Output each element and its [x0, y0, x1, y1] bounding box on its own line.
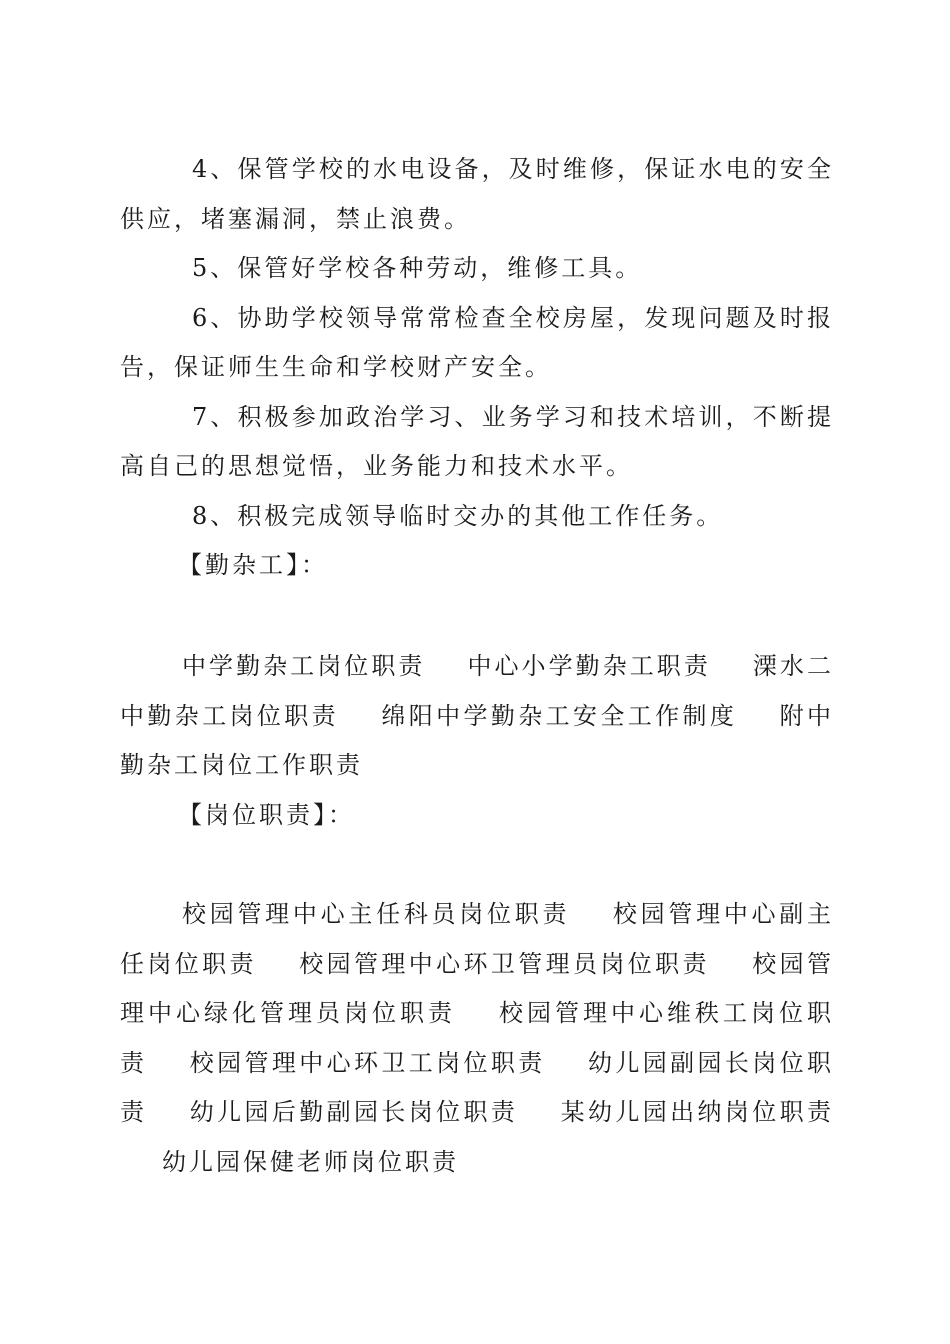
related-link[interactable]: 附中勤杂工岗位工作职责: [120, 701, 834, 779]
related-link[interactable]: 中心小学勤杂工职责: [467, 652, 711, 680]
duty-item-4: 4、保管学校的水电设备，及时维修，保证水电的安全供应，堵塞漏洞，禁止浪费。: [120, 155, 834, 233]
related-link[interactable]: 某幼儿园出纳岗位职责: [560, 1098, 834, 1126]
related-link[interactable]: 校园管理中心主任科员岗位职责: [182, 900, 571, 928]
related-link[interactable]: 校园管理中心绿化管理员岗位职责: [120, 949, 834, 1027]
duty-item-8: 8、积极完成领导临时交办的其他工作任务。: [192, 501, 724, 530]
related-link[interactable]: 校园管理中心环卫工岗位职责: [189, 1048, 546, 1077]
qinzagong-links: [120, 642, 834, 840]
related-links-paragraph: [120, 890, 834, 1187]
duty-item-5: 5、保管好学校各种劳动，维修工具。: [192, 254, 643, 282]
related-link[interactable]: 幼儿园后勤副园长岗位职责: [189, 1098, 519, 1126]
related-link[interactable]: 中学勤杂工岗位职责: [182, 652, 426, 680]
related-link[interactable]: 绵阳中学勤杂工安全工作制度: [381, 701, 738, 730]
related-links-paragraph: [120, 642, 834, 791]
duties-list: [120, 145, 834, 591]
related-link[interactable]: 校园管理中心环卫管理员岗位职责: [298, 949, 710, 978]
related-link[interactable]: 校园管理中心维秩工岗位职责: [120, 999, 834, 1077]
section-heading-qinzagong: 【勤杂工】：: [178, 551, 328, 579]
related-link[interactable]: 校园管理中心副主任岗位职责: [120, 900, 835, 978]
duty-item-6: 6、协助学校领导常常检查全校房屋，发现问题及时报告，保证师生生命和学校财产安全。: [120, 303, 834, 381]
related-link[interactable]: 幼儿园保健老师岗位职责: [162, 1147, 459, 1176]
related-link[interactable]: 溧水二中勤杂工岗位职责: [120, 652, 835, 730]
duty-item-7: 7、积极参加政治学习、业务学习和技术培训，不断提高自己的思想觉悟，业务能力和技术水平。: [120, 402, 834, 480]
gangwei-links: [120, 890, 834, 1187]
related-link[interactable]: 幼儿园副园长岗位职责: [120, 1048, 834, 1126]
section-heading-gangwei: 【岗位职责】：: [178, 800, 355, 829]
